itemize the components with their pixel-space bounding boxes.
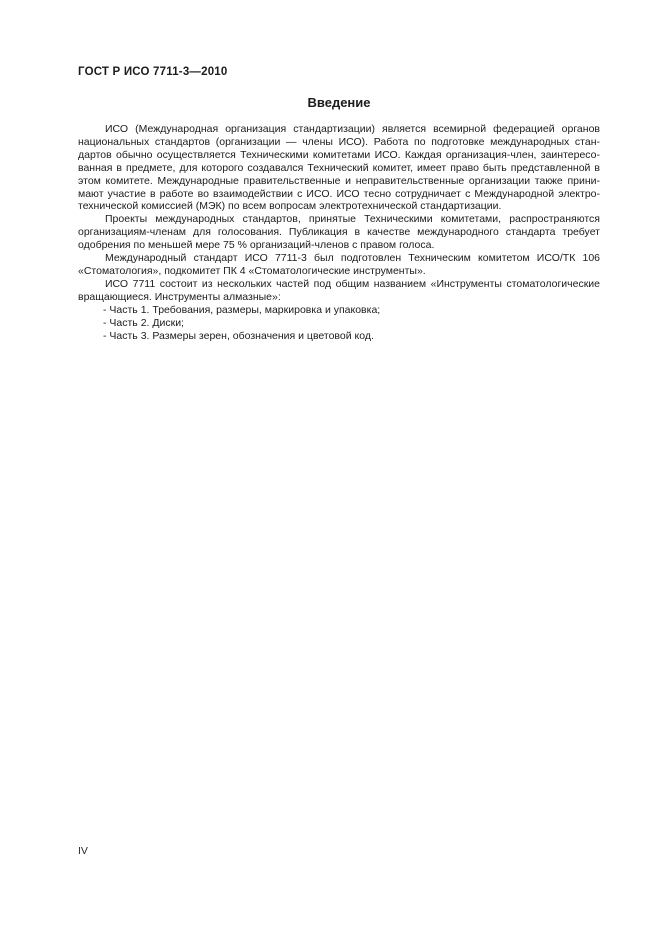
page-content — [78, 66, 600, 342]
paragraph-line: технической комиссией (МЭК) по всем вопросам электротехнической стандартизации. — [78, 200, 502, 213]
paragraph-line: ванная в предмете, для которого создавался Технический комитет, имеет право быть представленной в — [78, 161, 600, 174]
paragraph — [78, 252, 600, 278]
paragraphs-container — [78, 123, 600, 304]
list-item: - Часть 1. Требования, размеры, маркировка и упаковка; — [103, 303, 381, 316]
paragraph-line: Международный стандарт ИСО 7711-3 был подготовлен Техническим комитетом ИСО/ТК 106 — [105, 252, 600, 265]
paragraph-line: организациям-членам для голосования. Публикация в качестве международного стандарта требует — [78, 226, 600, 239]
paragraph-line: вращающиеся. Инструменты алмазные»: — [78, 290, 281, 303]
paragraph-line: Проекты международных стандартов, принятые Техническими комитетами, распространяются — [105, 213, 600, 226]
paragraph-line: одобрения по меньшей мере 75 % организаций-членов с правом голоса. — [78, 239, 435, 252]
body-text — [78, 123, 600, 342]
paragraph — [78, 278, 600, 304]
page-number: IV — [78, 845, 88, 857]
paragraph — [78, 123, 600, 213]
document-number: ГОСТ Р ИСО 7711-3—2010 — [78, 66, 228, 78]
paragraph-line: дартов обычно осуществляется Техническими комитетами ИСО. Каждая организация-член, заинтересо- — [78, 148, 600, 161]
paragraph-line: мают участие в работе во взаимодействии с ИСО. ИСО тесно сотрудничает с Международной электро- — [78, 187, 600, 200]
paragraph-line: этом комитете. Международные правительственные и неправительственные организации также прини- — [78, 174, 600, 187]
list-item: - Часть 2. Диски; — [103, 316, 184, 329]
paragraph-line: национальных стандартов (организации — члены ИСО). Работа по подготовке международных стан- — [78, 135, 600, 148]
section-title: Введение — [307, 95, 371, 110]
parts-list — [78, 304, 600, 343]
paragraph-line: ИСО 7711 состоит из нескольких частей под общим названием «Инструменты стоматологические — [105, 277, 600, 290]
paragraph-line: «Стоматология», подкомитет ПК 4 «Стоматологические инструменты». — [78, 264, 426, 277]
paragraph-line: ИСО (Международная организация стандартизации) является всемирной федерацией органов — [105, 123, 600, 135]
paragraph — [78, 213, 600, 252]
list-item: - Часть 3. Размеры зерен, обозначения и цветовой код. — [103, 329, 374, 342]
